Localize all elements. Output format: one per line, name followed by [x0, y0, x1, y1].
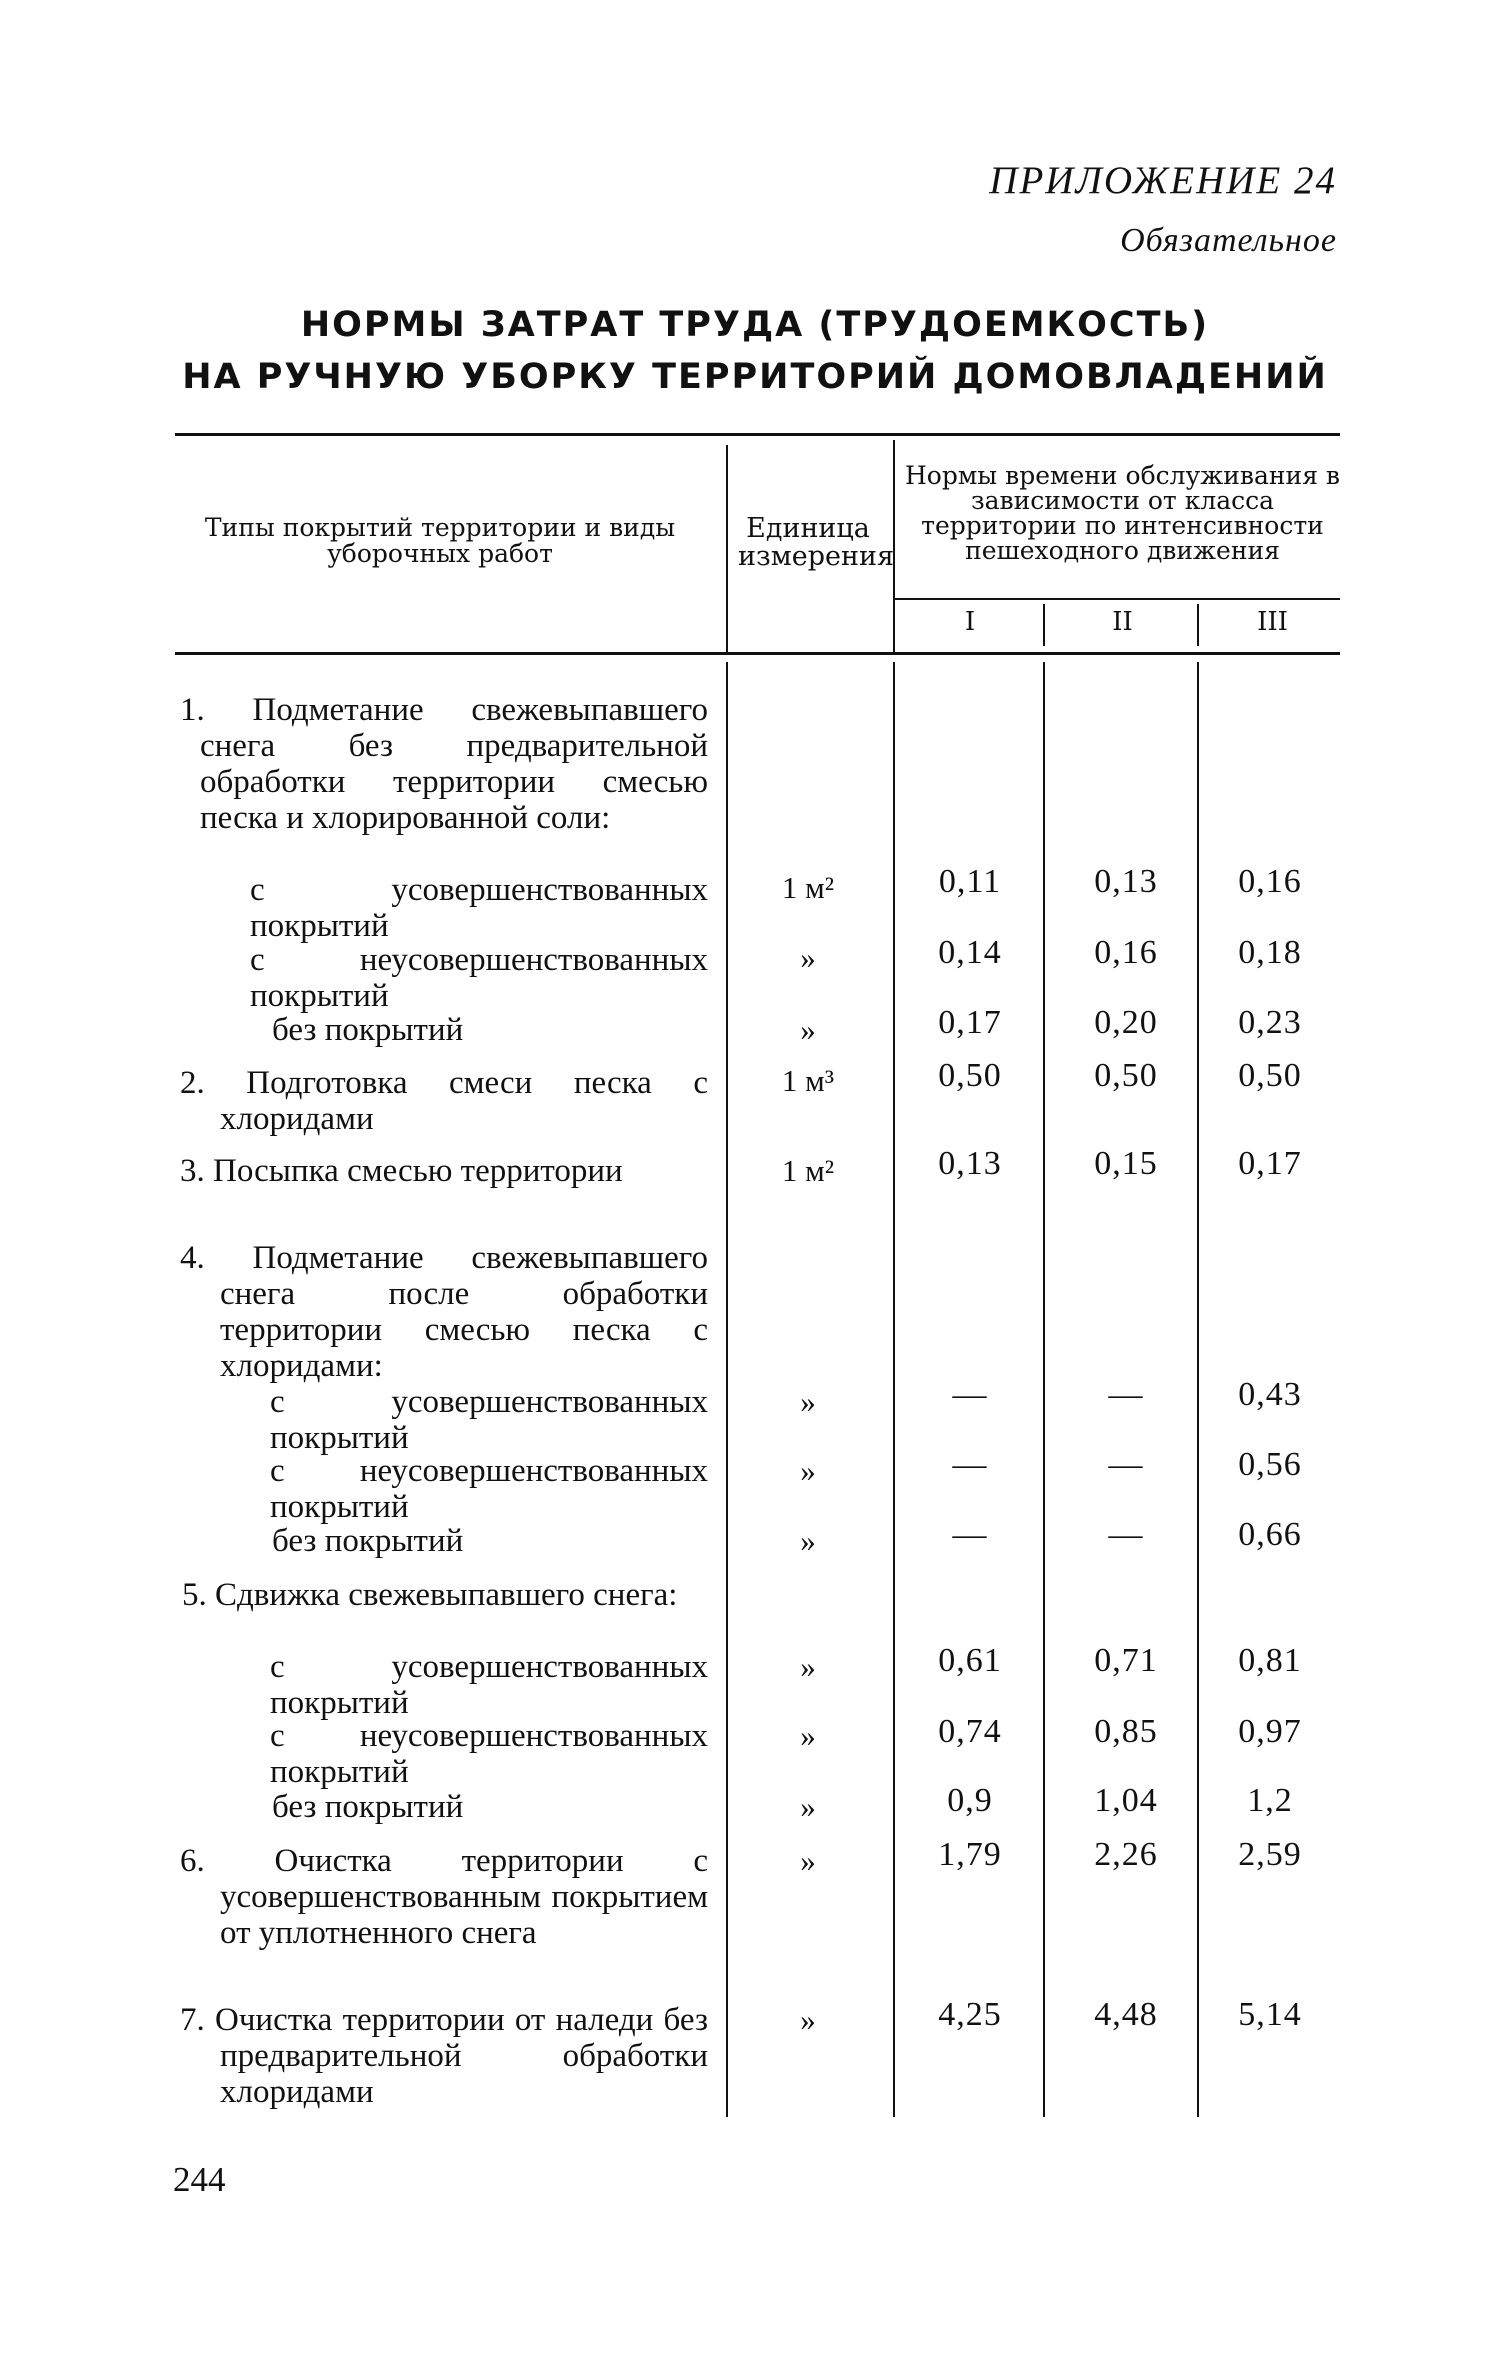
table-cell-class2: 2,26 [1094, 1836, 1158, 1873]
table-cell-class2: 0,85 [1094, 1713, 1158, 1750]
table-cell-class2: 0,71 [1094, 1642, 1158, 1679]
table-cell-class3: 1,2 [1247, 1782, 1293, 1819]
table-row-text: с усовершенствованных покрытий [250, 872, 708, 944]
class-header-2: II [1112, 607, 1133, 637]
table-cell-class3: 0,18 [1238, 934, 1302, 971]
col-divider-class2 [1043, 604, 1045, 646]
table-row-text: с неусовершенствованных покрытий [270, 1718, 708, 1790]
table-cell-unit: » [800, 1012, 816, 1047]
class-header-3: III [1257, 607, 1288, 637]
table-row-text: с неусовершенствованных покрытий [250, 942, 708, 1014]
table-cell-class3: 0,66 [1238, 1516, 1302, 1553]
col-divider-norms-body [893, 662, 895, 2117]
table-cell-class1: 0,13 [938, 1145, 1002, 1182]
table-cell-class2: 0,20 [1094, 1004, 1158, 1041]
table-row-text: без покрытий [272, 1789, 464, 1825]
table-cell-class3: 0,16 [1238, 863, 1302, 900]
table-cell-unit: » [800, 1523, 816, 1558]
table-cell-class3: 0,17 [1238, 1145, 1302, 1182]
table-cell-class2: — [1108, 1376, 1144, 1413]
table-cell-class2: 0,16 [1094, 934, 1158, 971]
table-cell-class1: 4,25 [938, 1996, 1002, 2033]
table-cell-unit: » [800, 940, 816, 975]
table-cell-class2: — [1108, 1516, 1144, 1553]
table-row-text: с усовершенствованных покрытий [270, 1384, 708, 1456]
table-row-text: 2. Подготовка смеси песка с хлоридами [180, 1065, 708, 1137]
table-cell-unit: » [800, 1718, 816, 1753]
table-cell-class1: 0,61 [938, 1642, 1002, 1679]
table-row-text: без покрытий [272, 1012, 464, 1048]
table-cell-class3: 0,50 [1238, 1057, 1302, 1094]
table-row-text: с неусовершенствованных покрытий [270, 1453, 708, 1525]
table-cell-class1: 0,74 [938, 1713, 1002, 1750]
table-row-text: 7. Очистка территории от наледи без предварительной обработки хлоридами [180, 2002, 708, 2110]
table-row-text: 3. Посыпка смесью территории [180, 1153, 623, 1189]
table-cell-class2: — [1108, 1446, 1144, 1483]
table-cell-class3: 0,81 [1238, 1642, 1302, 1679]
table-cell-class1: — [952, 1376, 988, 1413]
page-number: 244 [173, 2160, 226, 2199]
table-cell-unit: » [800, 1453, 816, 1488]
table-row-text: 1. Подметание свежевыпавшего снега без предварительной обработки территории смесью песка и хлорированной соли: [180, 692, 708, 836]
table-row-text: с усовершенствованных покрытий [270, 1649, 708, 1721]
table-row-text: 6. Очистка территории с усовершенствованным покрытием от уплотненного снега [180, 1843, 708, 1951]
page-title-line1: НОРМЫ ЗАТРАТ ТРУДА (ТРУДОЕМКОСТЬ) [300, 305, 1210, 345]
table-top-rule [175, 433, 1340, 436]
table-cell-class3: 0,23 [1238, 1004, 1302, 1041]
table-cell-unit: » [800, 1843, 816, 1878]
col-header-types: Типы покрытий территории и виды уборочных работ [204, 513, 676, 568]
table-cell-class1: 0,17 [938, 1004, 1002, 1041]
status-label: Обязательное [1120, 222, 1337, 259]
table-cell-class2: 4,48 [1094, 1996, 1158, 2033]
table-cell-class1: 1,79 [938, 1836, 1002, 1873]
table-cell-unit: » [800, 1649, 816, 1684]
class-header-rule [893, 598, 1340, 600]
table-cell-unit: » [800, 2002, 816, 2037]
table-row-text: 4. Подметание свежевыпавшего снега после обработки территории смесью песка с хлоридами: [180, 1240, 708, 1384]
col-divider-class3 [1197, 604, 1199, 646]
table-cell-class2: 0,50 [1094, 1057, 1158, 1094]
table-cell-class2: 1,04 [1094, 1782, 1158, 1819]
appendix-label: ПРИЛОЖЕНИЕ 24 [989, 159, 1337, 202]
col-header-norms: Нормы времени обслуживания в зависимости от класса территории по интенсивности пешеходного движения [905, 461, 1340, 565]
table-row-text: 5. Сдвижка свежевыпавшего снега: [182, 1577, 678, 1613]
class-header-1: I [964, 607, 976, 637]
table-cell-class1: 0,11 [938, 863, 1002, 900]
table-cell-class1: 0,50 [938, 1057, 1002, 1094]
table-cell-unit: 1 м³ [781, 1063, 835, 1098]
page-title-line2: НА РУЧНУЮ УБОРКУ ТЕРРИТОРИЙ ДОМОВЛАДЕНИЙ [182, 357, 1328, 397]
table-cell-class1: 0,14 [938, 934, 1002, 971]
table-cell-class3: 5,14 [1238, 1996, 1302, 2033]
header-bottom-rule [175, 652, 1340, 655]
table-cell-class3: 0,43 [1238, 1376, 1302, 1413]
col-divider-unit [726, 445, 728, 652]
table-cell-class3: 0,56 [1238, 1446, 1302, 1483]
table-cell-class1: 0,9 [947, 1782, 993, 1819]
table-cell-class2: 0,15 [1094, 1145, 1158, 1182]
table-cell-class3: 0,97 [1238, 1713, 1302, 1750]
col-header-unit: Единица измерения [738, 513, 894, 572]
table-row-text: без покрытий [272, 1523, 464, 1559]
col-divider-class2-body [1043, 662, 1045, 2117]
table-cell-unit: 1 м² [781, 870, 835, 905]
table-cell-class1: — [952, 1446, 988, 1483]
table-cell-class2: 0,13 [1094, 863, 1158, 900]
table-cell-class3: 2,59 [1238, 1836, 1302, 1873]
table-cell-class1: — [952, 1516, 988, 1553]
table-cell-unit: » [800, 1384, 816, 1419]
table-cell-unit: 1 м² [781, 1153, 835, 1188]
table-cell-unit: » [800, 1789, 816, 1824]
